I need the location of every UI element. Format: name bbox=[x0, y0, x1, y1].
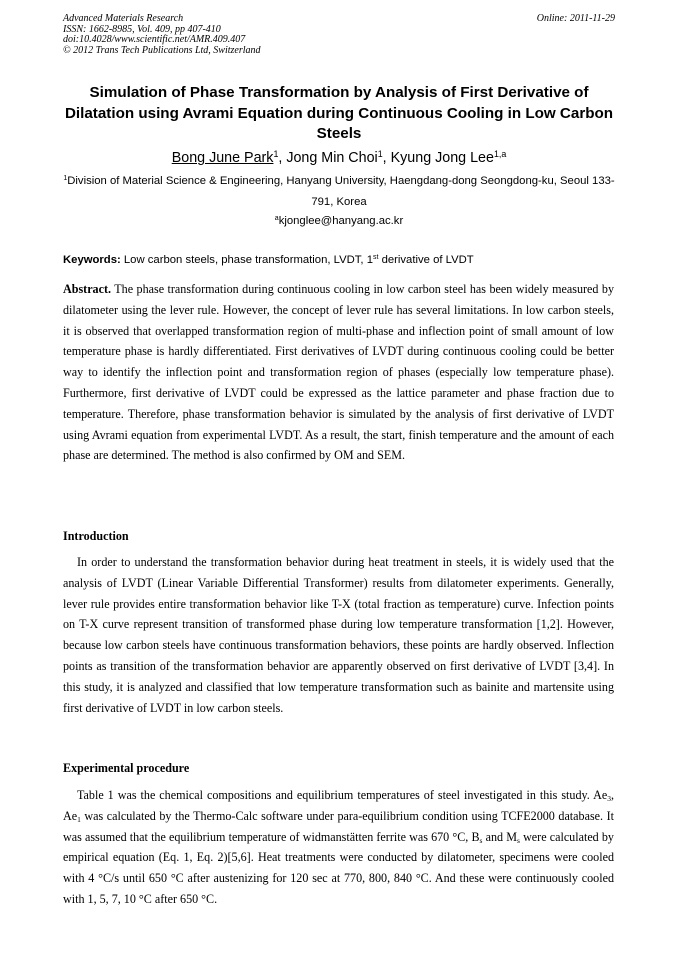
keywords bbox=[63, 252, 623, 268]
section-heading-introduction: Introduction bbox=[63, 529, 129, 543]
exp-sub: 1 bbox=[77, 815, 81, 825]
exp-sub: 3 bbox=[607, 794, 611, 804]
journal-name: Advanced Materials Research bbox=[63, 13, 184, 24]
email-mark: a bbox=[274, 214, 279, 222]
keywords-text-end: derivative of LVDT bbox=[378, 254, 474, 266]
keywords-label: Keywords: bbox=[63, 254, 121, 266]
exp-text: and M bbox=[482, 829, 517, 844]
exp-sub: s bbox=[516, 835, 520, 845]
email-address: kjonglee@hanyang.ac.kr bbox=[278, 215, 404, 227]
author-name: Bong June Park bbox=[171, 150, 274, 166]
exp-text: were calculated by empirical equation (Eq. 1, Eq. 2)[5,6]. Heat treatments were conducted by dilatometer, specimens were cooled with 4 °C/s until 650 °C after austenizing for 120 sec at 770, 800, 840 °C. And these were continuously cooled with 1, 5, 7, 10 °C after 650 °C. bbox=[63, 829, 614, 906]
author-affiliation-mark: 1 bbox=[377, 148, 383, 159]
journal-header bbox=[63, 14, 615, 56]
author-name: Kyung Jong Lee bbox=[390, 150, 494, 166]
abstract-text: The phase transformation during continuous cooling in low carbon steel has been widely measured by dilatometer using the lever rule. However, the concept of lever rule has several limitations. In low carbon steels, it is observed that overlapped transformation region of multi-phase and inflection point of small amount of low temperature phase is hardly differentiated. First derivatives of LVDT during continuous cooling could be better way to identify the inflection point and transformation region of phases (especially low temperature phase). Furthermore, first derivative of LVDT could be expressed as the lattice parameter and phase fraction due to temperature. Therefore, phase transformation behavior is simulated by the analysis of first derivative of LVDT using Avrami equation from experimental LVDT. As a result, the start, finish temperature and the amount of each phase are determined. The method is also confirmed by OM and SEM. bbox=[63, 282, 614, 463]
keywords-text: Low carbon steels, phase transformation, LVDT, 1 bbox=[120, 254, 373, 266]
author-name: Jong Min Choi bbox=[286, 150, 378, 166]
exp-text: was calculated by the Thermo-Calc software under para-equilibrium condition using TCFE2000 database. It was assumed that the equilibrium temperature of widmanstätten ferrite was 670 °C, B bbox=[63, 808, 614, 844]
journal-doi: doi:10.4028/www.scientific.net/AMR.409.407 bbox=[63, 34, 246, 46]
experimental-paragraph bbox=[63, 785, 614, 910]
affiliation-mark: 1 bbox=[63, 174, 68, 182]
author-list: Bong June Park$^1$, Jong Min Choi$^1$, Kyung Jong Lee$^{1,a}$ bbox=[171, 148, 507, 166]
exp-sub: s bbox=[479, 835, 483, 845]
online-date: Online: 2011-11-29 bbox=[536, 13, 615, 24]
affiliation bbox=[60, 171, 618, 213]
corresponding-email bbox=[0, 213, 678, 229]
paper-title: Simulation of Phase Transformation by Analysis of First Derivative of Dilatation using Avrami Equation during Continuous Cooling in Low Carbon Steels bbox=[64, 84, 614, 142]
exp-text: Table 1 was the chemical compositions and equilibrium temperatures of steel investigated in this study. Ae bbox=[77, 788, 608, 802]
section-heading-experimental: Experimental procedure bbox=[63, 761, 190, 775]
keywords-sup: st bbox=[372, 253, 379, 261]
journal-copyright: © 2012 Trans Tech Publications Ltd, Switzerland bbox=[63, 44, 261, 56]
author-affiliation-mark: 1,a bbox=[493, 148, 507, 159]
abstract-label: Abstract. bbox=[63, 282, 112, 296]
author-affiliation-mark: 1 bbox=[273, 148, 279, 159]
journal-issn: ISSN: 1662-8985, Vol. 409, pp 407-410 bbox=[63, 23, 221, 35]
exp-text: , Ae bbox=[63, 788, 614, 823]
introduction-paragraph: In order to understand the transformation behavior during heat treatment in steels, it is widely used that the analysis of LVDT (Linear Variable Differential Transformer) results from dilatometer experiments. Generally, lever rule provides entire transformation behavior like T-X (total fraction as temperature) curve. Infection points on T-X curve represent transition of transformed phase during low temperature transformation [1,2]. However, because low carbon steels have continuous transformation behaviors, these points are hardly observed. Inflection points as transition of the transformation behavior are apparently observed on first derivative of LVDT [3,4]. In this study, it is analyzed and classified that low temperature transformation such as bainite and martensite using first derivative of LVDT in low carbon steels. bbox=[63, 555, 614, 715]
abstract bbox=[63, 279, 614, 466]
affiliation-text: Division of Material Science & Engineering, Hanyang University, Haengdang-dong Seongdong-ku, Seoul 133-791, Korea bbox=[67, 175, 615, 208]
